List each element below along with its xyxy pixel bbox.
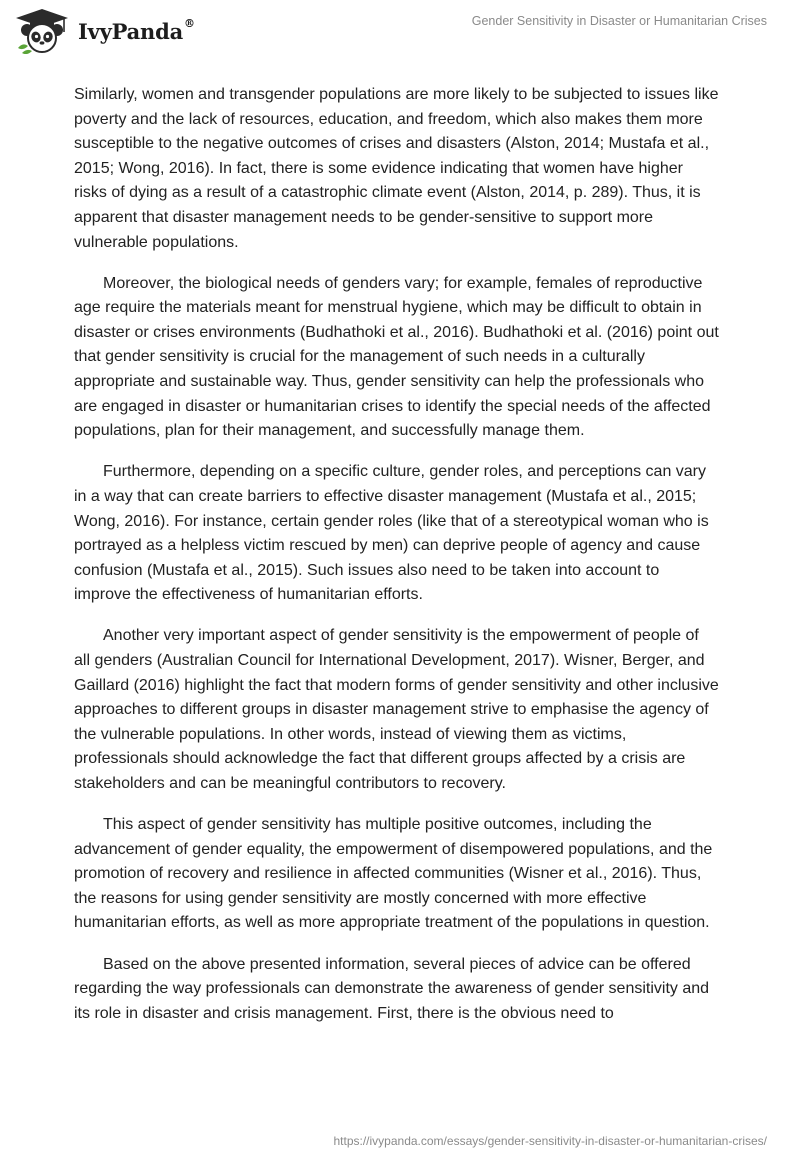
document-title: Gender Sensitivity in Disaster or Humanitarian Crises bbox=[471, 14, 767, 28]
page-header bbox=[0, 0, 800, 64]
registered-mark: ® bbox=[184, 16, 195, 30]
paragraph: Moreover, the biological needs of genders vary; for example, females of reproductive age require the materials meant for menstrual hygiene, which may be difficult to obtain in disaster or crises environments (Budhathoki et al., 2016). Budhathoki et al. (2016) point out that gender sensitivity is crucial for the management of such needs in a culturally appropriate and sustainable way. Thus, gender sensitivity can help the professionals who are engaged in disaster or humanitarian crises to identify the special needs of the affected populations, plan for their management, and successfully manage them. bbox=[74, 274, 719, 440]
essay-body bbox=[74, 83, 719, 1043]
paragraph: This aspect of gender sensitivity has multiple positive outcomes, including the advancement of gender equality, the empowerment of disempowered populations, and the promotion of recovery and resilience in affected communities (Wisner et al., 2016). Thus, the reasons for using gender sensitivity are mostly concerned with more effective humanitarian efforts, as well as more appropriate treatment of the populations in question. bbox=[74, 816, 713, 932]
ivypanda-logo[interactable] bbox=[14, 8, 195, 54]
paragraph: Similarly, women and transgender populations are more likely to be subjected to issues like poverty and the lack of resources, education, and freedom, which also makes them more susceptible to the negative outcomes of crises and disasters (Alston, 2014; Mustafa et al., 2015; Wong, 2016). In fact, there is some evidence indicating that women have higher risks of dying as a result of a catastrophic climate event (Alston, 2014, p. 289). Thus, it is apparent that disaster management needs to be gender-sensitive to support more vulnerable populations. bbox=[74, 86, 719, 251]
brand-name: IvyPanda® bbox=[78, 16, 195, 44]
panda-graduate-icon bbox=[14, 8, 70, 54]
paragraph: Furthermore, depending on a specific culture, gender roles, and perceptions can vary in a way that can create barriers to effective disaster management (Mustafa et al., 2015; Wong, 2016). For instance, certain gender roles (like that of a stereotypical woman who is portrayed as a helpless victim rescued by men) can deprive people of agency and cause confusion (Mustafa et al., 2015). Such issues also need to be taken into account to improve the effectiveness of humanitarian efforts. bbox=[74, 463, 709, 604]
paragraph: Another very important aspect of gender sensitivity is the empowerment of people of all genders (Australian Council for International Development, 2017). Wisner, Berger, and Gaillard (2016) highlight the fact that modern forms of gender sensitivity and other inclusive approaches to different groups in disaster management strive to emphasise the agency of the vulnerable populations. In other words, instead of viewing them as victims, professionals should acknowledge the fact that different groups affected by a crisis are stakeholders and can be meaningful contributors to recovery. bbox=[74, 627, 719, 792]
paragraph: Based on the above presented information, several pieces of advice can be offered regarding the way professionals can demonstrate the awareness of gender sensitivity and its role in disaster and crisis management. First, there is the obvious need to bbox=[74, 955, 710, 1022]
source-url-link[interactable]: https://ivypanda.com/essays/gender-sensitivity-in-disaster-or-humanitarian-crises/ bbox=[333, 1134, 767, 1148]
